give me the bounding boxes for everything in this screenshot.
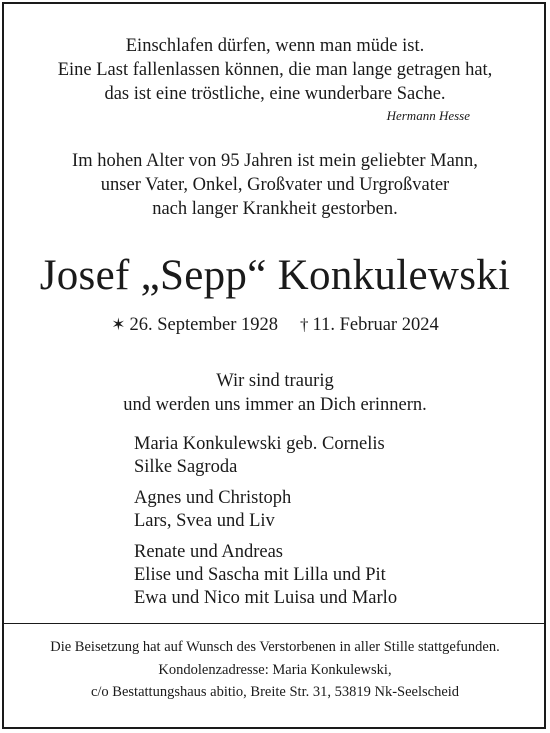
deceased-name: Josef „Sepp“ Konkulewski xyxy=(39,252,511,299)
announcement-line: unser Vater, Onkel, Großvater und Urgroßvater xyxy=(100,175,450,195)
poem-line: Eine Last fallenlassen können, die man lange getragen hat, xyxy=(57,60,493,80)
family-member: Agnes und Christoph xyxy=(134,488,292,508)
family-list xyxy=(134,433,397,618)
mourning-line: und werden uns immer an Dich erinnern. xyxy=(123,395,427,415)
death-cross-icon: † xyxy=(300,315,309,334)
family-member: Maria Konkulewski geb. Cornelis xyxy=(134,434,385,454)
family-member: Renate und Andreas xyxy=(134,542,283,562)
poem-quote xyxy=(0,34,550,106)
death-announcement-text xyxy=(0,149,550,221)
life-dates xyxy=(0,313,550,337)
burial-note: Die Beisetzung hat auf Wunsch des Verstorbenen in aller Stille stattgefunden. xyxy=(50,639,500,655)
family-member: Lars, Svea und Liv xyxy=(134,511,275,531)
family-group xyxy=(134,487,397,533)
mourning-line: Wir sind traurig xyxy=(216,371,334,391)
family-member: Ewa und Nico mit Luisa und Marlo xyxy=(134,588,398,608)
birth-star-icon: ✶ xyxy=(111,315,126,334)
poem-line: das ist eine tröstliche, eine wunderbare Sache. xyxy=(104,84,446,104)
footer-divider xyxy=(4,623,544,624)
death-date: 11. Februar 2024 xyxy=(312,315,439,335)
family-group xyxy=(134,433,397,479)
announcement-line: nach langer Krankheit gestorben. xyxy=(152,199,398,219)
condolence-address: Kondolenzadresse: Maria Konkulewski, xyxy=(158,661,392,678)
family-member: Silke Sagroda xyxy=(134,457,238,477)
family-group xyxy=(134,541,397,610)
family-member: Elise und Sascha mit Lilla und Pit xyxy=(134,565,386,585)
mourning-message xyxy=(0,369,550,417)
poem-author: Hermann Hesse xyxy=(386,108,470,123)
birth-date: 26. September 1928 xyxy=(129,315,278,335)
poem-line: Einschlafen dürfen, wenn man müde ist. xyxy=(125,36,425,56)
announcement-line: Im hohen Alter von 95 Jahren ist mein geliebter Mann, xyxy=(72,151,478,171)
footer-info xyxy=(0,636,550,704)
funeral-home-address: c/o Bestattungshaus abitio, Breite Str. 31, 53819 Nk-Seelscheid xyxy=(90,684,460,700)
